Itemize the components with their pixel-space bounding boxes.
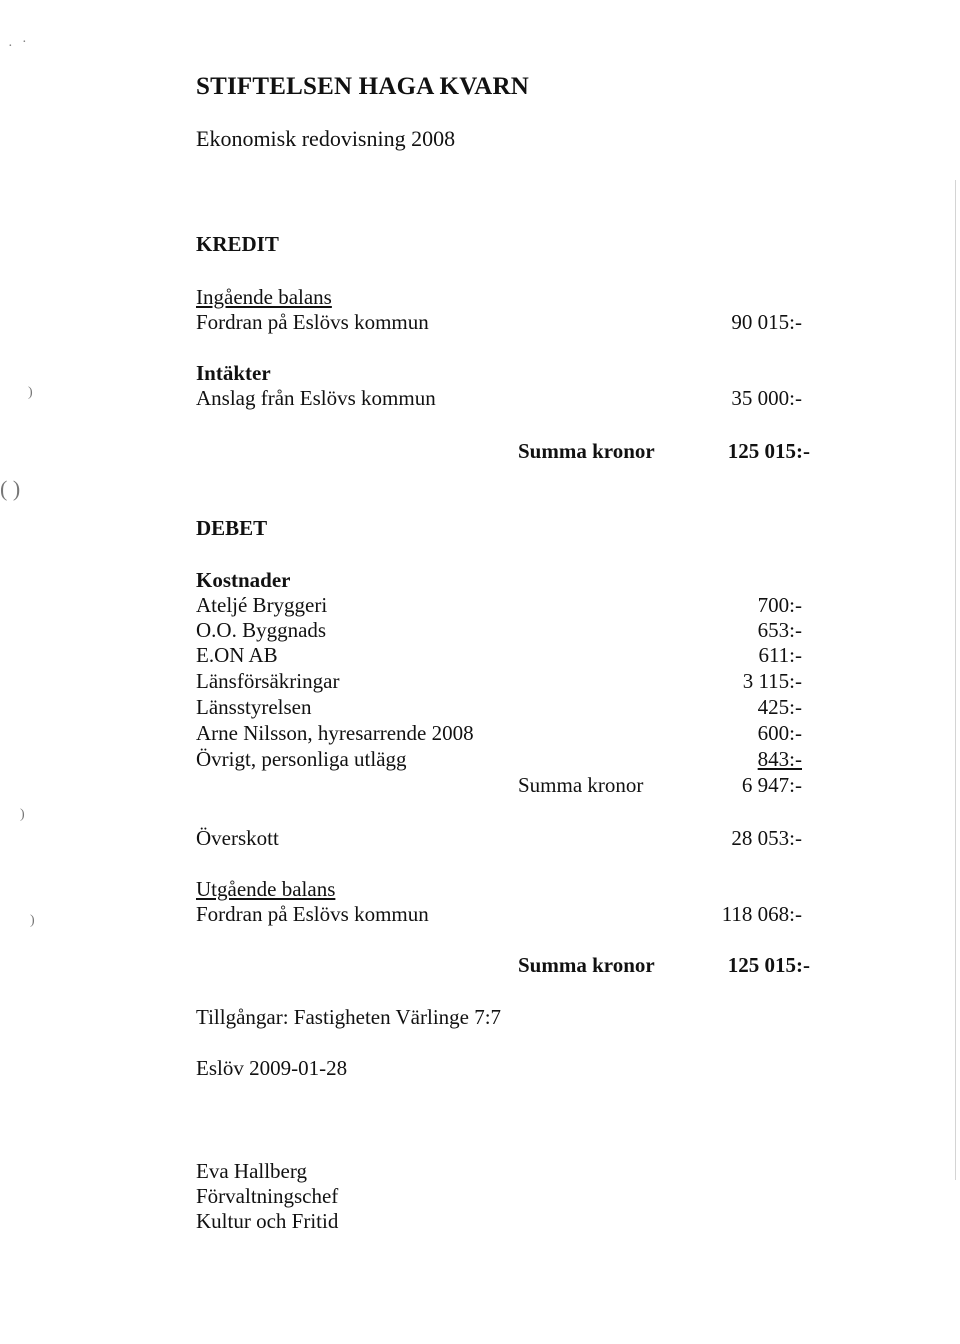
scan-artifact-ring: ( ) <box>0 476 21 501</box>
cost-item-value: 611:- <box>758 643 802 667</box>
income-label: Intäkter <box>196 361 271 385</box>
debet-total-value: 125 015:- <box>727 953 810 977</box>
surplus-value: 28 053:- <box>731 826 802 850</box>
place-date: Eslöv 2009-01-28 <box>196 1056 348 1080</box>
debet-total-label: Summa kronor <box>518 953 655 977</box>
assets-note: Tillgångar: Fastigheten Värlinge 7:7 <box>196 1005 502 1029</box>
scan-artifact-bracket: ) <box>30 913 35 928</box>
cost-item-label: Övrigt, personliga utlägg <box>196 747 407 771</box>
scan-artifact-bracket: ) <box>20 807 25 822</box>
kredit-heading: KREDIT <box>196 232 279 256</box>
opening-balance-item-label: Fordran på Eslövs kommun <box>196 310 429 334</box>
opening-balance-label: Ingående balans <box>196 285 332 309</box>
scan-edge-line <box>955 180 956 1180</box>
opening-balance-item-value: 90 015:- <box>731 310 802 334</box>
costs-label: Kostnader <box>196 568 291 592</box>
kredit-total-label: Summa kronor <box>518 439 655 463</box>
scan-artifact-dot: · <box>22 35 27 50</box>
cost-item-value: 3 115:- <box>742 669 802 693</box>
cost-item-value: 700:- <box>757 593 802 617</box>
document-subtitle: Ekonomisk redovisning 2008 <box>196 126 456 151</box>
cost-item-label: O.O. Byggnads <box>196 618 327 642</box>
closing-balance-label: Utgående balans <box>196 877 336 901</box>
costs-total-value: 6 947:- <box>741 773 802 797</box>
cost-item-label: Länsförsäkringar <box>196 669 340 693</box>
income-item-value: 35 000:- <box>731 386 802 410</box>
kredit-total-value: 125 015:- <box>727 439 810 463</box>
closing-balance-item-value: 118 068:- <box>721 902 802 926</box>
document-title: STIFTELSEN HAGA KVARN <box>196 73 529 100</box>
signatory-role: Förvaltningschef <box>196 1184 339 1208</box>
debet-heading: DEBET <box>196 516 268 540</box>
surplus-label: Överskott <box>196 826 279 850</box>
cost-item-label: E.ON AB <box>196 643 278 667</box>
cost-item-value: 600:- <box>757 721 802 745</box>
income-item-label: Anslag från Eslövs kommun <box>196 386 436 410</box>
signatory-name: Eva Hallberg <box>196 1159 307 1183</box>
scan-artifact-bracket: ) <box>28 385 33 400</box>
cost-item-value: 843:- <box>757 747 802 771</box>
closing-balance-item-label: Fordran på Eslövs kommun <box>196 902 429 926</box>
cost-item-label: Ateljé Bryggeri <box>196 593 328 617</box>
costs-total-label: Summa kronor <box>518 773 644 797</box>
scan-artifact-dot: · <box>8 39 13 54</box>
cost-item-label: Länsstyrelsen <box>196 695 312 719</box>
cost-item-label: Arne Nilsson, hyresarrende 2008 <box>196 721 474 745</box>
cost-item-value: 653:- <box>757 618 802 642</box>
cost-item-value: 425:- <box>757 695 802 719</box>
signatory-department: Kultur och Fritid <box>196 1209 339 1233</box>
